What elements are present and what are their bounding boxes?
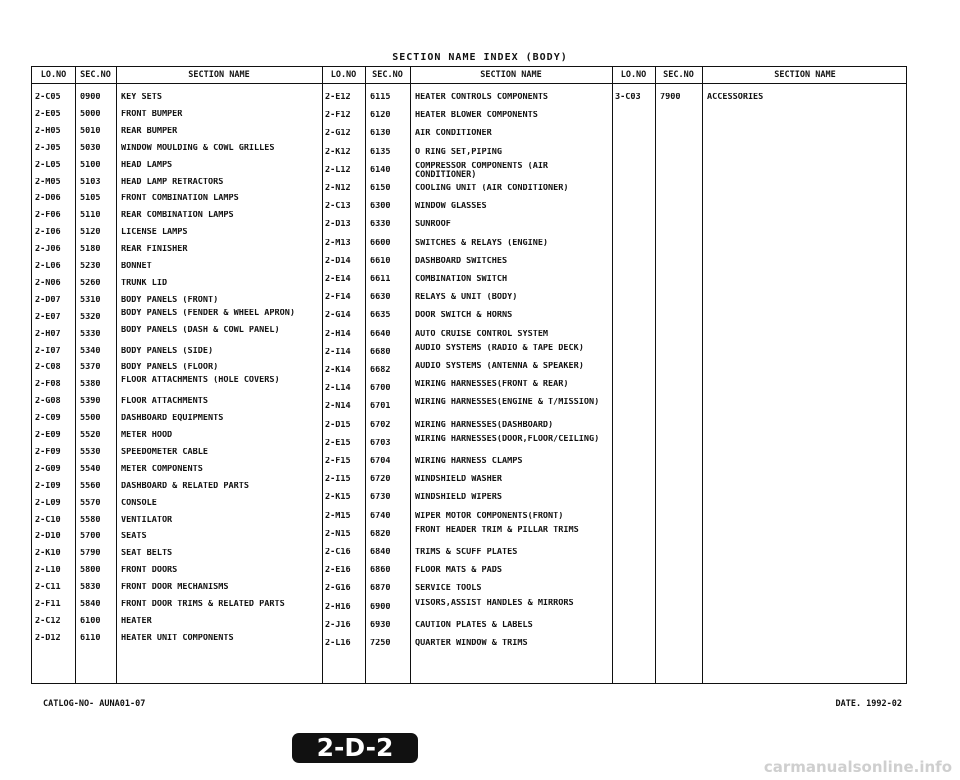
sec-no-cell: 5800 [80, 566, 101, 576]
sec-no-cell: 6150 [370, 184, 391, 193]
lo-no-cell: 2-C08 [35, 363, 61, 373]
sec-no-cell: 5230 [80, 262, 101, 271]
lo-no-cell: 2-N12 [325, 184, 351, 193]
section-name-cell: SWITCHES & RELAYS (ENGINE) [415, 238, 549, 248]
section-name-cell: WIRING HARNESSES(FRONT & REAR) [415, 380, 569, 390]
lo-no-cell: 2-G16 [325, 584, 351, 594]
sec-no-cell: 6730 [370, 493, 391, 503]
lo-no-cell: 2-D06 [35, 194, 61, 204]
lo-no-cell: 2-F06 [35, 211, 61, 221]
sec-no-cell: 5120 [80, 228, 101, 238]
lo-no-cell: 2-H05 [35, 126, 61, 136]
lo-no-cell: 2-F14 [325, 293, 351, 303]
lo-no-cell: 2-G12 [325, 129, 351, 139]
sec-no-cell: 6704 [370, 457, 391, 466]
sec-no-cell: 6600 [370, 238, 391, 248]
table-row [32, 125, 906, 144]
lo-no-cell: 2-I15 [325, 475, 351, 485]
sec-no-cell: 6680 [370, 347, 391, 357]
section-name-cell: SPEEDOMETER CABLE [121, 447, 208, 457]
header-sec-no: SEC.NO [663, 70, 694, 80]
lo-no-cell: 2-H14 [325, 329, 351, 339]
table-row [32, 289, 906, 308]
table-row [32, 599, 906, 618]
sec-no-cell: 5380 [80, 380, 101, 390]
sec-no-cell: 5520 [80, 431, 101, 440]
lo-no-cell: 2-L06 [35, 262, 61, 271]
header-section-name: SECTION NAME [480, 70, 542, 80]
table-row [32, 617, 906, 636]
lo-no-cell: 2-E15 [325, 438, 351, 448]
watermark: carmanualsonline.info [763, 758, 952, 776]
lo-no-cell: 2-G08 [35, 397, 61, 407]
lo-no-cell: 2-G14 [325, 311, 351, 321]
section-name-cell: VENTILATOR [121, 515, 173, 525]
section-name-cell: METER COMPONENTS [121, 464, 203, 474]
section-name-cell: AIR CONDITIONER [415, 129, 492, 139]
section-name-cell: WIPER MOTOR COMPONENTS(FRONT) [415, 511, 564, 521]
sec-no-cell: 5030 [80, 143, 101, 153]
header-sec-no: SEC.NO [80, 70, 111, 80]
table-row [32, 177, 906, 199]
section-name-cell: REAR FINISHER [121, 245, 188, 255]
section-name-cell: DOOR SWITCH & HORNS [415, 311, 513, 321]
sec-no-cell: 5580 [80, 515, 101, 525]
table-row [32, 362, 906, 381]
section-name-cell: VISORS,ASSIST HANDLES & MIRRORS [415, 598, 574, 608]
section-name-cell: FRONT HEADER TRIM & PILLAR TRIMS [415, 525, 579, 535]
sec-no-cell: 5320 [80, 312, 101, 322]
section-name-cell: COOLING UNIT (AIR CONDITIONER) [415, 184, 569, 193]
sec-no-cell: 6701 [370, 402, 391, 412]
lo-no-cell: 2-L09 [35, 498, 61, 508]
table-row [32, 526, 906, 545]
page-number-tab: 2-D-2 [292, 733, 418, 763]
section-name-cell: FRONT COMBINATION LAMPS [121, 194, 239, 204]
sec-no-cell: 6300 [370, 202, 391, 212]
lo-no-cell: 2-E14 [325, 275, 351, 284]
table-row [32, 216, 906, 238]
sec-no-cell: 6635 [370, 311, 391, 321]
lo-no-cell: 2-M05 [35, 177, 61, 187]
lo-no-cell: 2-F12 [325, 111, 351, 121]
table-row [32, 471, 906, 490]
lo-no-cell: 2-I14 [325, 347, 351, 357]
sec-no-cell: 5330 [80, 329, 101, 339]
lo-no-cell: 2-F11 [35, 600, 61, 609]
sec-no-cell: 6703 [370, 438, 391, 448]
lo-no-cell: 2-H07 [35, 329, 61, 339]
page-title: SECTION NAME INDEX (BODY) [392, 52, 568, 63]
table-row [32, 489, 906, 508]
table-row [32, 435, 906, 454]
section-name-cell: WINDOW MOULDING & COWL GRILLES [121, 143, 275, 153]
table-row [32, 326, 906, 345]
lo-no-cell: 2-J05 [35, 143, 61, 153]
sec-no-cell: 6840 [370, 548, 391, 557]
lo-no-cell: 2-C16 [325, 548, 351, 557]
section-name-cell: HEAD LAMP RETRACTORS [121, 177, 224, 187]
section-name-cell: HEATER BLOWER COMPONENTS [415, 111, 538, 121]
section-name-cell: HEAD LAMPS [121, 160, 173, 170]
section-name-cell: BONNET [121, 262, 152, 271]
table-row [32, 544, 906, 563]
lo-no-cell: 2-F09 [35, 447, 61, 457]
section-name-cell: LICENSE LAMPS [121, 228, 188, 238]
sec-no-cell: 5100 [80, 160, 101, 170]
lo-no-cell: 2-N14 [325, 402, 351, 412]
lo-no-cell: 2-L14 [325, 384, 351, 394]
sec-no-cell: 6682 [370, 366, 391, 375]
sec-no-cell: 6740 [370, 511, 391, 521]
sec-no-cell: 5790 [80, 549, 101, 559]
section-name-cell: SEAT BELTS [121, 549, 173, 559]
section-name-cell: FLOOR MATS & PADS [415, 566, 502, 576]
sec-no-cell: 5103 [80, 177, 101, 187]
sec-no-cell: 0900 [80, 93, 101, 102]
lo-no-cell: 2-E12 [325, 93, 351, 102]
lo-no-cell: 2-C11 [35, 583, 61, 593]
lo-no-cell: 2-C13 [325, 202, 351, 212]
section-name-cell: RELAYS & UNIT (BODY) [415, 293, 518, 303]
section-name-cell: TRIMS & SCUFF PLATES [415, 548, 518, 557]
section-name-cell: SERVICE TOOLS [415, 584, 482, 594]
sec-no-cell: 5180 [80, 245, 101, 255]
section-name-cell: SEATS [121, 532, 147, 542]
lo-no-cell: 2-E07 [35, 312, 61, 322]
table-row [32, 417, 906, 436]
sec-no-cell: 5540 [80, 464, 101, 474]
table-row [32, 144, 906, 163]
document-date: DATE. 1992-02 [835, 699, 902, 709]
section-name-cell: METER HOOD [121, 431, 173, 440]
sec-no-cell: 6610 [370, 256, 391, 266]
section-name-cell: BODY PANELS (FENDER & WHEEL APRON) [121, 308, 295, 318]
header-divider [32, 83, 906, 84]
lo-no-cell: 2-H16 [325, 602, 351, 612]
sec-no-cell: 6700 [370, 384, 391, 394]
table-row [32, 253, 906, 272]
sec-no-cell: 6110 [80, 633, 101, 643]
section-name-cell: CONSOLE [121, 498, 157, 508]
sec-no-cell: 5260 [80, 278, 101, 288]
sec-no-cell: 5390 [80, 397, 101, 407]
sec-no-cell: 6702 [370, 420, 391, 430]
section-name-cell: AUDIO SYSTEMS (RADIO & TAPE DECK) [415, 343, 584, 353]
section-name-cell: BODY PANELS (FRONT) [121, 295, 219, 305]
table-row [32, 307, 906, 326]
table-row [32, 453, 906, 472]
section-name-cell: FRONT BUMPER [121, 109, 183, 119]
lo-no-cell: 3-C03 [615, 93, 641, 102]
lo-no-cell: 2-N15 [325, 529, 351, 539]
section-name-cell: COMBINATION SWITCH [415, 275, 508, 284]
lo-no-cell: 2-C09 [35, 414, 61, 424]
lo-no-cell: 2-E05 [35, 109, 61, 119]
section-name-cell: QUARTER WINDOW & TRIMS [415, 639, 528, 648]
table-row [32, 271, 906, 290]
section-name-cell: WIRING HARNESSES(ENGINE & T/MISSION) [415, 398, 600, 408]
lo-no-cell: 2-G09 [35, 464, 61, 474]
table-row [32, 580, 906, 599]
lo-no-cell: 2-M13 [325, 238, 351, 248]
section-name-cell: SUNROOF [415, 220, 451, 230]
sec-no-cell: 6100 [80, 616, 101, 626]
sec-no-cell: 6130 [370, 129, 391, 139]
lo-no-cell: 2-L10 [35, 566, 61, 576]
lo-no-cell: 2-J16 [325, 620, 351, 630]
sec-no-cell: 6135 [370, 147, 391, 157]
sec-no-cell: 5370 [80, 363, 101, 373]
section-name-cell: KEY SETS [121, 93, 162, 102]
lo-no-cell: 2-E16 [325, 566, 351, 576]
header-sec-no: SEC.NO [372, 70, 403, 80]
sec-no-cell: 6900 [370, 602, 391, 612]
section-name-cell: WINDSHIELD WASHER [415, 475, 502, 485]
header-lo-no: LO.NO [330, 70, 357, 80]
lo-no-cell: 2-I06 [35, 228, 61, 238]
lo-no-cell: 2-K10 [35, 549, 61, 559]
section-name-cell: HEATER CONTROLS COMPONENTS [415, 93, 549, 102]
sec-no-cell: 5840 [80, 600, 101, 609]
sec-no-cell: 5340 [80, 346, 101, 356]
sec-no-cell: 6611 [370, 275, 391, 284]
lo-no-cell: 2-D07 [35, 295, 61, 305]
lo-no-cell: 2-D12 [35, 633, 61, 643]
table-row [32, 198, 906, 217]
section-name-cell: BODY PANELS (FLOOR) [121, 363, 219, 373]
lo-no-cell: 2-C12 [35, 616, 61, 626]
section-name-cell: WIRING HARNESSES(DASHBOARD) [415, 420, 554, 430]
lo-no-cell: 2-M15 [325, 511, 351, 521]
sec-no-cell: 5560 [80, 481, 101, 491]
table-row [32, 380, 906, 399]
sec-no-cell: 7250 [370, 639, 391, 648]
lo-no-cell: 2-L16 [325, 639, 351, 648]
sec-no-cell: 6630 [370, 293, 391, 303]
section-name-cell: COMPRESSOR COMPONENTS (AIR CONDITIONER) [415, 161, 549, 180]
section-name-cell: TRUNK LID [121, 278, 168, 288]
section-index-table [31, 66, 907, 684]
section-name-cell: DASHBOARD SWITCHES [415, 256, 508, 266]
sec-no-cell: 6930 [370, 620, 391, 630]
section-name-cell: O RING SET,PIPING [415, 147, 502, 157]
lo-no-cell: 2-I09 [35, 481, 61, 491]
sec-no-cell: 5830 [80, 583, 101, 593]
section-name-cell: FLOOR ATTACHMENTS (HOLE COVERS) [121, 376, 280, 386]
table-row [32, 162, 906, 181]
table-row [32, 398, 906, 417]
lo-no-cell: 2-K15 [325, 493, 351, 503]
section-name-cell: ACCESSORIES [707, 93, 764, 102]
sec-no-cell: 5530 [80, 447, 101, 457]
sec-no-cell: 6860 [370, 566, 391, 576]
lo-no-cell: 2-D15 [325, 420, 351, 430]
section-name-cell: WIRING HARNESS CLAMPS [415, 457, 523, 466]
table-row [32, 508, 906, 527]
header-section-name: SECTION NAME [188, 70, 250, 80]
section-name-cell: DASHBOARD & RELATED PARTS [121, 481, 249, 491]
lo-no-cell: 2-D10 [35, 532, 61, 542]
section-name-cell: REAR BUMPER [121, 126, 178, 136]
sec-no-cell: 5110 [80, 211, 101, 221]
table-row [32, 635, 906, 654]
lo-no-cell: 2-F08 [35, 380, 61, 390]
lo-no-cell: 2-C10 [35, 515, 61, 525]
lo-no-cell: 2-K14 [325, 366, 351, 375]
table-row [32, 344, 906, 363]
table-row [32, 562, 906, 581]
lo-no-cell: 2-K12 [325, 147, 351, 157]
sec-no-cell: 5570 [80, 498, 101, 508]
section-name-cell: AUDIO SYSTEMS (ANTENNA & SPEAKER) [415, 362, 584, 371]
sec-no-cell: 6330 [370, 220, 391, 230]
lo-no-cell: 2-J06 [35, 245, 61, 255]
lo-no-cell: 2-E09 [35, 431, 61, 440]
section-name-cell: FRONT DOOR MECHANISMS [121, 583, 229, 593]
section-name-cell: WINDSHIELD WIPERS [415, 493, 502, 503]
sec-no-cell: 6870 [370, 584, 391, 594]
lo-no-cell: 2-N06 [35, 278, 61, 288]
sec-no-cell: 6820 [370, 529, 391, 539]
lo-no-cell: 2-I07 [35, 346, 61, 356]
lo-no-cell: 2-D14 [325, 256, 351, 266]
header-section-name: SECTION NAME [774, 70, 836, 80]
section-name-cell: CAUTION PLATES & LABELS [415, 620, 533, 630]
lo-no-cell: 2-C05 [35, 93, 61, 102]
sec-no-cell: 7900 [660, 93, 681, 102]
table-row [32, 107, 906, 126]
lo-no-cell: 2-D13 [325, 220, 351, 230]
sec-no-cell: 6640 [370, 329, 391, 339]
sec-no-cell: 6120 [370, 111, 391, 121]
sec-no-cell: 5105 [80, 194, 101, 204]
header-lo-no: LO.NO [620, 70, 647, 80]
sec-no-cell: 5700 [80, 532, 101, 542]
section-name-cell: BODY PANELS (SIDE) [121, 346, 214, 356]
sec-no-cell: 6140 [370, 165, 391, 175]
section-name-cell: WINDOW GLASSES [415, 202, 487, 212]
sec-no-cell: 5310 [80, 295, 101, 305]
sec-no-cell: 6720 [370, 475, 391, 485]
sec-no-cell: 6115 [370, 93, 391, 102]
sec-no-cell: 5500 [80, 414, 101, 424]
section-name-cell: HEATER UNIT COMPONENTS [121, 633, 234, 643]
lo-no-cell: 2-L12 [325, 165, 351, 175]
section-name-cell: FLOOR ATTACHMENTS [121, 397, 208, 407]
lo-no-cell: 2-L05 [35, 160, 61, 170]
section-name-cell: BODY PANELS (DASH & COWL PANEL) [121, 325, 280, 335]
section-name-cell: WIRING HARNESSES(DOOR,FLOOR/CEILING) [415, 434, 600, 444]
lo-no-cell: 2-F15 [325, 457, 351, 466]
header-lo-no: LO.NO [40, 70, 67, 80]
section-name-cell: DASHBOARD EQUIPMENTS [121, 414, 224, 424]
sec-no-cell: 5000 [80, 109, 101, 119]
table-row [32, 235, 906, 254]
section-name-cell: FRONT DOOR TRIMS & RELATED PARTS [121, 600, 285, 609]
section-name-cell: FRONT DOORS [121, 566, 178, 576]
catalog-number: CATLOG-NO- AUNA01-07 [43, 699, 146, 709]
section-name-cell: AUTO CRUISE CONTROL SYSTEM [415, 329, 549, 339]
sec-no-cell: 5010 [80, 126, 101, 136]
section-name-cell: HEATER [121, 616, 152, 626]
table-row [32, 89, 906, 108]
section-name-cell: REAR COMBINATION LAMPS [121, 211, 234, 221]
